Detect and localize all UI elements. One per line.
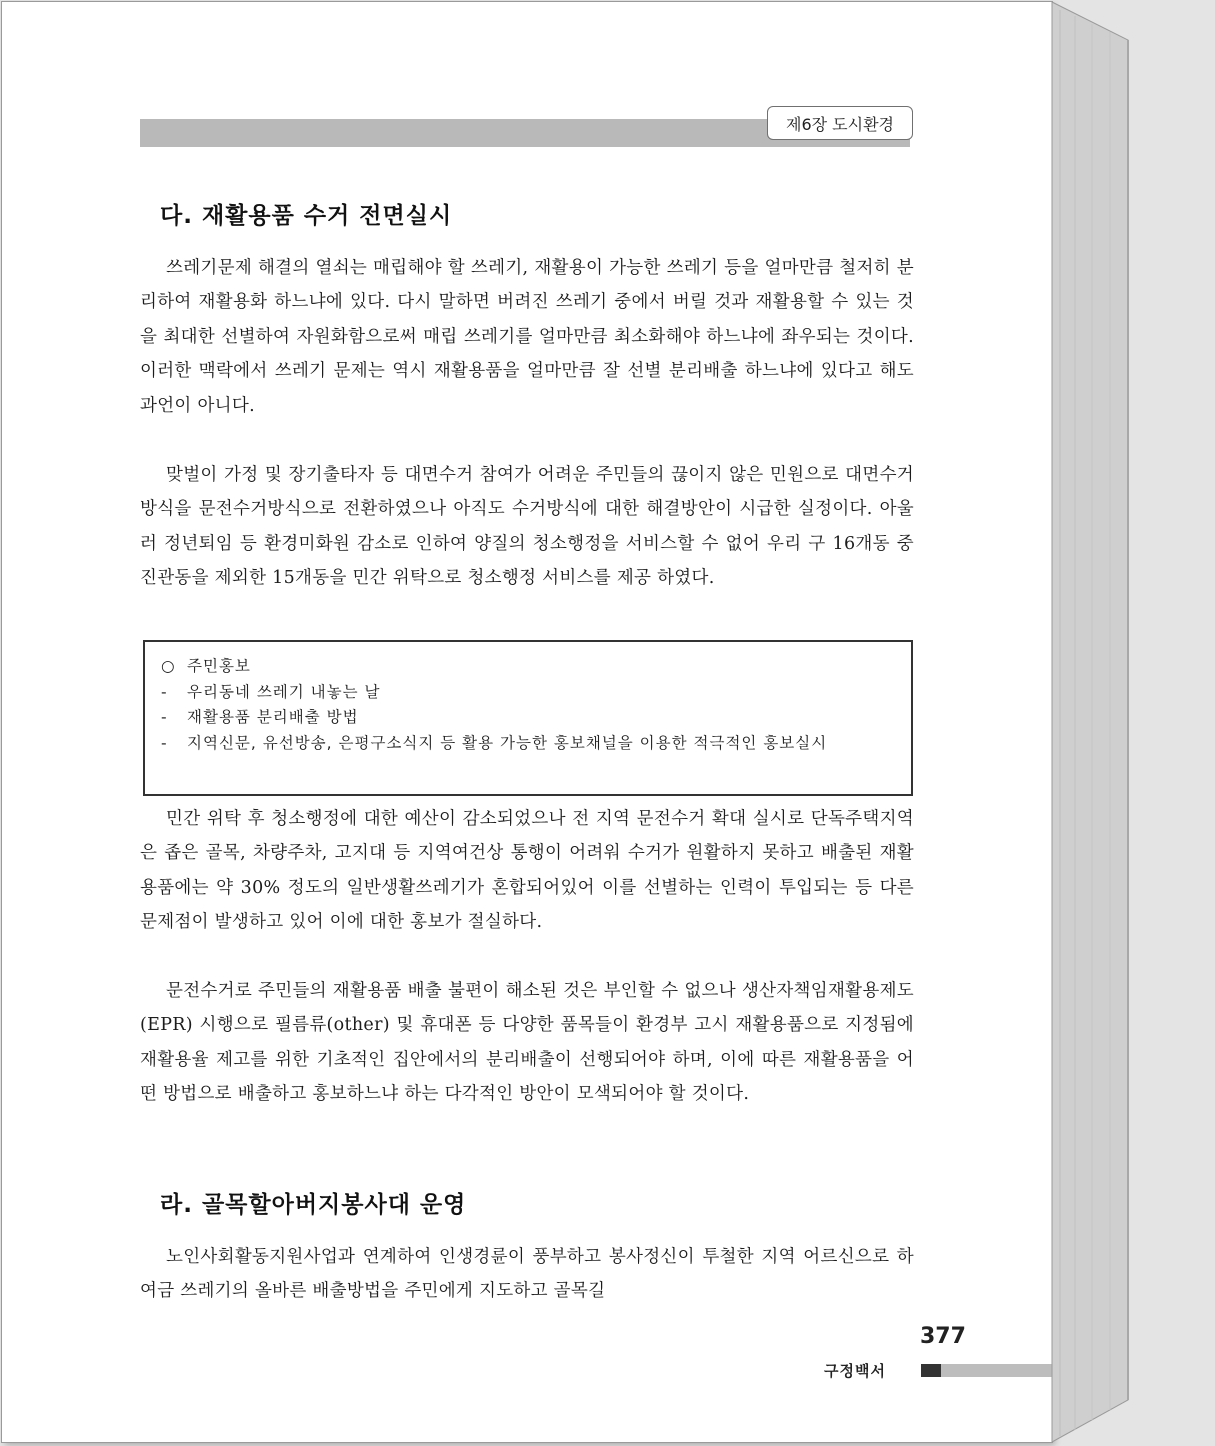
book-page (2, 2, 1052, 1442)
footer-marker (921, 1364, 941, 1377)
paragraph-4: 문전수거로 주민들의 재활용품 배출 불편이 해소된 것은 부인할 수 없으나 생산자책임재활용제도(EPR) 시행으로 필름류(other) 및 휴대폰 등 다양한 품목들이 환경부 고시 재활용품으로 지정됨에 재활용율 제고를 위한 기초적인 집안에서의 분리배출이 선행되어야 하며, 이에 따른 재활용품을 어떤 방법으로 배출하고 홍보하느냐 하는 다각적인 방안이 모색되어야 할 것이다. (140, 981, 914, 1105)
paragraph-2: 맞벌이 가정 및 장기출타자 등 대면수거 참여가 어려운 주민들의 끊이지 않은 민원으로 대면수거 방식을 문전수거방식으로 전환하였으나 아직도 수거방식에 대한 해결방안이 시급한 실정이다. 아울러 정년퇴임 등 환경미화원 감소로 인하여 양질의 청소행정을 서비스할 수 없어 우리 구 16개동 중 진관동을 제외한 15개동을 민간 위탁으로 청소행정 서비스를 제공 하였다. (140, 465, 914, 589)
chapter-label: 제6장 도시환경 (767, 106, 913, 140)
circle-bullet-icon: ○ (161, 657, 176, 675)
paragraph-1: 쓰레기문제 해결의 열쇠는 매립해야 할 쓰레기, 재활용이 가능한 쓰레기 등을 얼마만큼 철저히 분리하여 재활용화 하느냐에 있다. 다시 말하면 버려진 쓰레기 중에서 버릴 것과 재활용할 수 있는 것을 최대한 선별하여 자원화함으로써 매립 쓰레기를 얼마만큼 최소화해야 하느냐에 좌우되는 것이다. 이러한 맥락에서 쓰레기 문제는 역시 재활용품을 얼마만큼 잘 선별 분리배출 하느냐에 있다고 해도 과언이 아니다. (140, 258, 914, 416)
note-item: - 우리동네 쓰레기 내놓는 날 (161, 680, 895, 706)
book-title: 구정백서 (824, 1362, 886, 1380)
section-heading-da: 다. 재활용품 수거 전면실시 (160, 203, 453, 229)
dash-bullet-icon: - (161, 708, 168, 726)
note-box (143, 640, 913, 796)
note-item: - 재활용품 분리배출 방법 (161, 705, 895, 731)
paragraph-3: 민간 위탁 후 청소행정에 대한 예산이 감소되었으나 전 지역 문전수거 확대 실시로 단독주택지역은 좁은 골목, 차량주차, 고지대 등 지역여건상 통행이 어려워 수거가 원활하지 못하고 배출된 재활용품에는 약 30% 정도의 일반생활쓰레기가 혼합되어있어 이를 선별하는 인력이 투입되는 등 다른 문제점이 발생하고 있어 이에 대한 홍보가 절실하다. (140, 809, 914, 933)
paragraph-5: 노인사회활동지원사업과 연계하여 인생경륜이 풍부하고 봉사정신이 투철한 지역 어르신으로 하여금 쓰레기의 올바른 배출방법을 주민에게 지도하고 골목길 (140, 1247, 914, 1302)
section-heading-ra: 라. 골목할아버지봉사대 운영 (160, 1192, 467, 1218)
page-number: 377 (920, 1324, 966, 1349)
dash-bullet-icon: - (161, 682, 168, 701)
note-title: ○ 주민홍보 (161, 654, 895, 680)
note-item: - 지역신문, 유선방송, 은평구소식지 등 활용 가능한 홍보채널을 이용한 적극적인 홍보실시 (161, 731, 895, 757)
footer-bar (941, 1364, 1054, 1377)
dash-bullet-icon: - (161, 733, 168, 752)
